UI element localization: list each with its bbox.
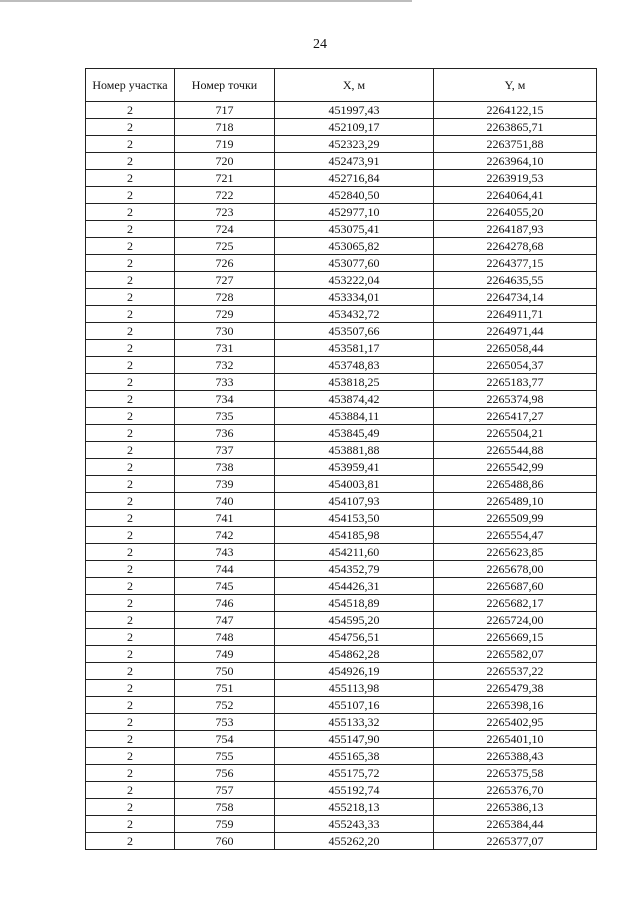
cell-x-coordinate: 452840,50: [275, 187, 434, 204]
table-row: [86, 408, 597, 425]
cell-x-coordinate: 451997,43: [275, 102, 434, 119]
table-row: [86, 425, 597, 442]
cell-point-number: 719: [175, 136, 275, 153]
cell-y-coordinate: 2264064,41: [434, 187, 597, 204]
cell-x-coordinate: 453075,41: [275, 221, 434, 238]
cell-point-number: 722: [175, 187, 275, 204]
cell-y-coordinate: 2265058,44: [434, 340, 597, 357]
cell-y-coordinate: 2265724,00: [434, 612, 597, 629]
cell-plot-number: 2: [86, 272, 175, 289]
cell-plot-number: 2: [86, 102, 175, 119]
cell-point-number: 742: [175, 527, 275, 544]
cell-y-coordinate: 2263865,71: [434, 119, 597, 136]
cell-x-coordinate: 455147,90: [275, 731, 434, 748]
cell-y-coordinate: 2265375,58: [434, 765, 597, 782]
cell-point-number: 731: [175, 340, 275, 357]
table-row: [86, 561, 597, 578]
cell-point-number: 726: [175, 255, 275, 272]
cell-plot-number: 2: [86, 646, 175, 663]
cell-x-coordinate: 454518,89: [275, 595, 434, 612]
table-row: [86, 289, 597, 306]
table-row: [86, 272, 597, 289]
cell-x-coordinate: 454595,20: [275, 612, 434, 629]
cell-plot-number: 2: [86, 510, 175, 527]
cell-x-coordinate: 454426,31: [275, 578, 434, 595]
cell-point-number: 733: [175, 374, 275, 391]
cell-plot-number: 2: [86, 187, 175, 204]
cell-x-coordinate: 454107,93: [275, 493, 434, 510]
cell-plot-number: 2: [86, 731, 175, 748]
table-row: [86, 782, 597, 799]
table-row: [86, 833, 597, 850]
cell-plot-number: 2: [86, 170, 175, 187]
cell-y-coordinate: 2265537,22: [434, 663, 597, 680]
cell-plot-number: 2: [86, 391, 175, 408]
cell-x-coordinate: 452323,29: [275, 136, 434, 153]
table-row: [86, 255, 597, 272]
table-row: [86, 612, 597, 629]
cell-y-coordinate: 2265682,17: [434, 595, 597, 612]
table-row: [86, 663, 597, 680]
cell-point-number: 743: [175, 544, 275, 561]
cell-x-coordinate: 454003,81: [275, 476, 434, 493]
cell-plot-number: 2: [86, 289, 175, 306]
cell-plot-number: 2: [86, 544, 175, 561]
cell-x-coordinate: 455175,72: [275, 765, 434, 782]
table-row: [86, 391, 597, 408]
cell-point-number: 718: [175, 119, 275, 136]
cell-point-number: 758: [175, 799, 275, 816]
cell-point-number: 729: [175, 306, 275, 323]
cell-y-coordinate: 2264122,15: [434, 102, 597, 119]
cell-x-coordinate: 454756,51: [275, 629, 434, 646]
table-row: [86, 527, 597, 544]
cell-y-coordinate: 2265402,95: [434, 714, 597, 731]
table-row: [86, 459, 597, 476]
cell-y-coordinate: 2264635,55: [434, 272, 597, 289]
cell-point-number: 739: [175, 476, 275, 493]
cell-point-number: 723: [175, 204, 275, 221]
table-row: [86, 306, 597, 323]
page-number: 24: [313, 37, 327, 52]
cell-plot-number: 2: [86, 357, 175, 374]
table-row: [86, 544, 597, 561]
cell-x-coordinate: 453845,49: [275, 425, 434, 442]
cell-y-coordinate: 2265687,60: [434, 578, 597, 595]
cell-y-coordinate: 2265183,77: [434, 374, 597, 391]
cell-y-coordinate: 2264971,44: [434, 323, 597, 340]
cell-plot-number: 2: [86, 680, 175, 697]
cell-y-coordinate: 2265401,10: [434, 731, 597, 748]
cell-plot-number: 2: [86, 799, 175, 816]
cell-x-coordinate: 454185,98: [275, 527, 434, 544]
cell-x-coordinate: 453507,66: [275, 323, 434, 340]
cell-x-coordinate: 453818,25: [275, 374, 434, 391]
cell-plot-number: 2: [86, 374, 175, 391]
cell-x-coordinate: 453748,83: [275, 357, 434, 374]
cell-point-number: 759: [175, 816, 275, 833]
cell-y-coordinate: 2265417,27: [434, 408, 597, 425]
table-row: [86, 816, 597, 833]
cell-point-number: 745: [175, 578, 275, 595]
table-row: [86, 119, 597, 136]
cell-x-coordinate: 453065,82: [275, 238, 434, 255]
cell-x-coordinate: 453334,01: [275, 289, 434, 306]
header-y-coordinate: Y, м: [434, 69, 597, 102]
table-row: [86, 799, 597, 816]
cell-y-coordinate: 2265669,15: [434, 629, 597, 646]
cell-x-coordinate: 453432,72: [275, 306, 434, 323]
table-row: [86, 170, 597, 187]
cell-y-coordinate: 2263751,88: [434, 136, 597, 153]
table-row: [86, 153, 597, 170]
cell-x-coordinate: 453077,60: [275, 255, 434, 272]
cell-plot-number: 2: [86, 748, 175, 765]
cell-x-coordinate: 453959,41: [275, 459, 434, 476]
cell-y-coordinate: 2265504,21: [434, 425, 597, 442]
table-row: [86, 697, 597, 714]
cell-plot-number: 2: [86, 204, 175, 221]
cell-y-coordinate: 2265054,37: [434, 357, 597, 374]
header-point-number: Номер точки: [175, 69, 275, 102]
cell-x-coordinate: 453881,88: [275, 442, 434, 459]
cell-plot-number: 2: [86, 782, 175, 799]
cell-point-number: 754: [175, 731, 275, 748]
table-body: [86, 102, 597, 850]
cell-y-coordinate: 2265386,13: [434, 799, 597, 816]
cell-plot-number: 2: [86, 221, 175, 238]
cell-x-coordinate: 454862,28: [275, 646, 434, 663]
cell-point-number: 748: [175, 629, 275, 646]
cell-plot-number: 2: [86, 714, 175, 731]
coordinates-table: [85, 68, 597, 850]
cell-point-number: 737: [175, 442, 275, 459]
cell-point-number: 734: [175, 391, 275, 408]
cell-x-coordinate: 453874,42: [275, 391, 434, 408]
cell-x-coordinate: 455165,38: [275, 748, 434, 765]
cell-plot-number: 2: [86, 425, 175, 442]
cell-y-coordinate: 2264055,20: [434, 204, 597, 221]
cell-y-coordinate: 2265488,86: [434, 476, 597, 493]
cell-plot-number: 2: [86, 595, 175, 612]
cell-y-coordinate: 2265623,85: [434, 544, 597, 561]
cell-plot-number: 2: [86, 408, 175, 425]
table-row: [86, 765, 597, 782]
cell-y-coordinate: 2265388,43: [434, 748, 597, 765]
cell-x-coordinate: 455107,16: [275, 697, 434, 714]
table-row: [86, 476, 597, 493]
cell-y-coordinate: 2265376,70: [434, 782, 597, 799]
cell-plot-number: 2: [86, 459, 175, 476]
cell-point-number: 720: [175, 153, 275, 170]
cell-point-number: 756: [175, 765, 275, 782]
cell-x-coordinate: 454352,79: [275, 561, 434, 578]
cell-point-number: 721: [175, 170, 275, 187]
cell-point-number: 736: [175, 425, 275, 442]
table-row: [86, 510, 597, 527]
cell-y-coordinate: 2263919,53: [434, 170, 597, 187]
table-row: [86, 221, 597, 238]
cell-point-number: 746: [175, 595, 275, 612]
top-rule: [0, 0, 412, 2]
table-row: [86, 714, 597, 731]
cell-plot-number: 2: [86, 612, 175, 629]
cell-point-number: 730: [175, 323, 275, 340]
cell-point-number: 738: [175, 459, 275, 476]
cell-point-number: 740: [175, 493, 275, 510]
cell-y-coordinate: 2265377,07: [434, 833, 597, 850]
cell-point-number: 732: [175, 357, 275, 374]
table-row: [86, 340, 597, 357]
table-row: [86, 136, 597, 153]
cell-plot-number: 2: [86, 153, 175, 170]
cell-x-coordinate: 453884,11: [275, 408, 434, 425]
cell-plot-number: 2: [86, 493, 175, 510]
cell-y-coordinate: 2264278,68: [434, 238, 597, 255]
cell-y-coordinate: 2265678,00: [434, 561, 597, 578]
cell-y-coordinate: 2265374,98: [434, 391, 597, 408]
cell-plot-number: 2: [86, 561, 175, 578]
table-row: [86, 357, 597, 374]
cell-point-number: 728: [175, 289, 275, 306]
cell-point-number: 725: [175, 238, 275, 255]
cell-y-coordinate: 2265542,99: [434, 459, 597, 476]
table-row: [86, 323, 597, 340]
cell-x-coordinate: 453581,17: [275, 340, 434, 357]
cell-x-coordinate: 452977,10: [275, 204, 434, 221]
header-plot-number: Номер участка: [86, 69, 175, 102]
table-row: [86, 629, 597, 646]
cell-y-coordinate: 2265544,88: [434, 442, 597, 459]
table-row: [86, 646, 597, 663]
cell-plot-number: 2: [86, 476, 175, 493]
cell-x-coordinate: 455113,98: [275, 680, 434, 697]
cell-x-coordinate: 452473,91: [275, 153, 434, 170]
cell-y-coordinate: 2264377,15: [434, 255, 597, 272]
cell-y-coordinate: 2265554,47: [434, 527, 597, 544]
cell-x-coordinate: 452716,84: [275, 170, 434, 187]
cell-plot-number: 2: [86, 442, 175, 459]
table-header-row: [86, 69, 597, 102]
cell-x-coordinate: 454153,50: [275, 510, 434, 527]
cell-point-number: 753: [175, 714, 275, 731]
table-row: [86, 102, 597, 119]
cell-x-coordinate: 455133,32: [275, 714, 434, 731]
cell-y-coordinate: 2265582,07: [434, 646, 597, 663]
cell-x-coordinate: 454926,19: [275, 663, 434, 680]
table-row: [86, 493, 597, 510]
cell-y-coordinate: 2265479,38: [434, 680, 597, 697]
cell-y-coordinate: 2264734,14: [434, 289, 597, 306]
cell-point-number: 717: [175, 102, 275, 119]
cell-x-coordinate: 454211,60: [275, 544, 434, 561]
cell-plot-number: 2: [86, 527, 175, 544]
cell-plot-number: 2: [86, 306, 175, 323]
cell-point-number: 752: [175, 697, 275, 714]
cell-y-coordinate: 2264187,93: [434, 221, 597, 238]
cell-point-number: 747: [175, 612, 275, 629]
cell-point-number: 750: [175, 663, 275, 680]
cell-y-coordinate: 2265384,44: [434, 816, 597, 833]
table-row: [86, 748, 597, 765]
cell-plot-number: 2: [86, 136, 175, 153]
table-row: [86, 442, 597, 459]
cell-plot-number: 2: [86, 119, 175, 136]
cell-point-number: 760: [175, 833, 275, 850]
table-row: [86, 680, 597, 697]
table-row: [86, 238, 597, 255]
header-x-coordinate: X, м: [275, 69, 434, 102]
cell-x-coordinate: 452109,17: [275, 119, 434, 136]
cell-x-coordinate: 455243,33: [275, 816, 434, 833]
cell-plot-number: 2: [86, 833, 175, 850]
cell-y-coordinate: 2265509,99: [434, 510, 597, 527]
cell-plot-number: 2: [86, 816, 175, 833]
cell-plot-number: 2: [86, 323, 175, 340]
table-row: [86, 595, 597, 612]
cell-plot-number: 2: [86, 238, 175, 255]
cell-point-number: 749: [175, 646, 275, 663]
cell-point-number: 751: [175, 680, 275, 697]
table-row: [86, 731, 597, 748]
cell-point-number: 735: [175, 408, 275, 425]
cell-point-number: 724: [175, 221, 275, 238]
cell-point-number: 755: [175, 748, 275, 765]
cell-x-coordinate: 455262,20: [275, 833, 434, 850]
cell-plot-number: 2: [86, 578, 175, 595]
cell-x-coordinate: 455192,74: [275, 782, 434, 799]
cell-plot-number: 2: [86, 697, 175, 714]
cell-y-coordinate: 2264911,71: [434, 306, 597, 323]
cell-y-coordinate: 2263964,10: [434, 153, 597, 170]
table-row: [86, 187, 597, 204]
cell-plot-number: 2: [86, 629, 175, 646]
table-row: [86, 204, 597, 221]
cell-point-number: 744: [175, 561, 275, 578]
cell-plot-number: 2: [86, 765, 175, 782]
table-row: [86, 578, 597, 595]
cell-point-number: 757: [175, 782, 275, 799]
cell-point-number: 727: [175, 272, 275, 289]
cell-plot-number: 2: [86, 340, 175, 357]
cell-y-coordinate: 2265398,16: [434, 697, 597, 714]
cell-y-coordinate: 2265489,10: [434, 493, 597, 510]
cell-x-coordinate: 453222,04: [275, 272, 434, 289]
cell-point-number: 741: [175, 510, 275, 527]
cell-plot-number: 2: [86, 663, 175, 680]
cell-x-coordinate: 455218,13: [275, 799, 434, 816]
table-row: [86, 374, 597, 391]
cell-plot-number: 2: [86, 255, 175, 272]
